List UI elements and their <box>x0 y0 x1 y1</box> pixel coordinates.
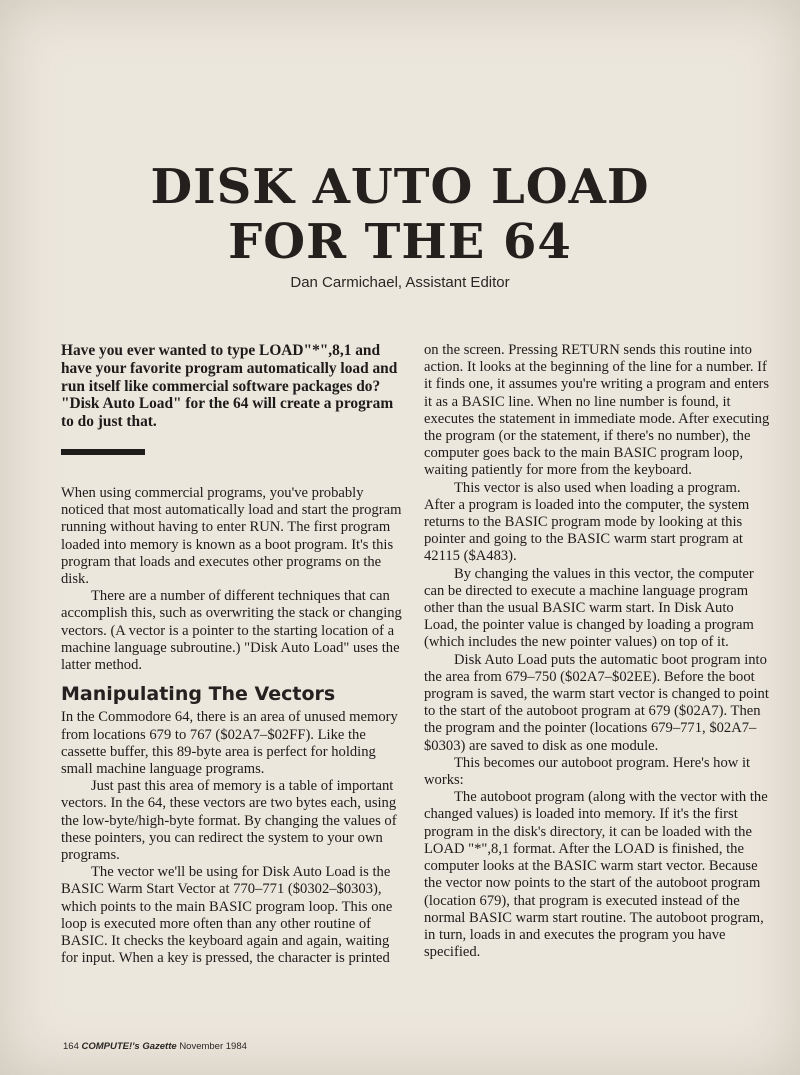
byline: Dan Carmichael, Assistant Editor <box>290 274 510 291</box>
paragraph: This becomes our autoboot program. Here's how it works: <box>424 754 751 789</box>
left-column <box>61 342 404 967</box>
paragraph: When using commercial programs, you've probably noticed that most automatically load and start the program running without having to enter RUN. The first program loaded into memory is known as a boot program. It's this program that loads and executes other programs on the disk. <box>61 484 402 587</box>
paragraph: There are a number of different techniques that can accomplish this, such as overwriting the stack or changing vectors. (A vector is a pointer to the starting location of a machine language subroutine.) "Disk Auto Load" uses the latter method. <box>61 588 402 674</box>
paragraph: In the Commodore 64, there is an area of unused memory from locations 679 to 767 ($02A7–$02FF). Like the cassette buffer, this 89-byte area is perfect for holding small machine language programs. <box>61 709 398 778</box>
issue-date: November 1984 <box>179 1041 247 1052</box>
article-deck: Have you ever wanted to type LOAD"*",8,1 and have your favorite program automatically load and run itself like commercial software packages do? "Disk Auto Load" for the 64 will create a program to do just that. <box>61 342 398 431</box>
article-title-line2: FOR THE 64 <box>228 214 572 270</box>
article-title-line1: DISK AUTO LOAD <box>150 159 650 215</box>
paragraph: Disk Auto Load puts the automatic boot program into the area from 679–750 ($02A7–$02EE). Before the boot program is saved, the warm start vector is changed to point to the start of the autoboot program at 679 ($02A7). Then the program and the pointer (locations 679–771, $02A7–$0303) are saved to disk as one module. <box>424 651 769 754</box>
page-footer <box>63 1041 247 1052</box>
right-column <box>424 342 770 961</box>
magazine-name: COMPUTE!'s Gazette <box>81 1041 177 1052</box>
paragraph: on the screen. Pressing RETURN sends this routine into action. It looks at the beginning of the line for a number. If it finds one, it assumes you're writing a program and enters it as a BASIC line. When no line number is found, it executes the statement in immediate mode. After executing the program (or the statement, if there's no number), the computer goes back to the main BASIC program loop, waiting patiently for more from the keyboard. <box>424 342 770 479</box>
paragraph: By changing the values in this vector, the computer can be directed to execute a machine language program other than the usual BASIC warm start. In Disk Auto Load, the pointer value is changed by loading a program (which includes the new pointer values) on top of it. <box>424 565 754 651</box>
paragraph: This vector is also used when loading a program. After a program is loaded into the computer, the system returns to the BASIC program mode by looking at this pointer and going to the BASIC warm start program at 42115 ($A483). <box>424 479 750 565</box>
paragraph: Just past this area of memory is a table of important vectors. In the 64, these vectors are two bytes each, using the low-byte/high-byte format. By changing the values of these pointers, you can redirect the system to your own programs. <box>61 778 397 864</box>
paragraph: The autoboot program (along with the vector with the changed values) is loaded into memory. If it's the first program in the disk's directory, it can be loaded with the LOAD "*",8,1 format. After the LOAD is finished, the computer looks at the BASIC warm start vector. Because the vector now points to the start of the autoboot program (location 679), that program is executed instead of the normal BASIC warm start routine. The autoboot program, in turn, loads in and executes the program you have specified. <box>424 789 768 961</box>
section-heading: Manipulating The Vectors <box>61 683 336 706</box>
page-number: 164 <box>63 1041 79 1052</box>
paragraph: The vector we'll be using for Disk Auto Load is the BASIC Warm Start Vector at 770–771 ($0302–$0303), which points to the main BASIC program loop. This one loop is executed more often than any other routine of BASIC. It checks the keyboard again and again, waiting for input. When a key is pressed, the character is printed <box>61 864 393 967</box>
